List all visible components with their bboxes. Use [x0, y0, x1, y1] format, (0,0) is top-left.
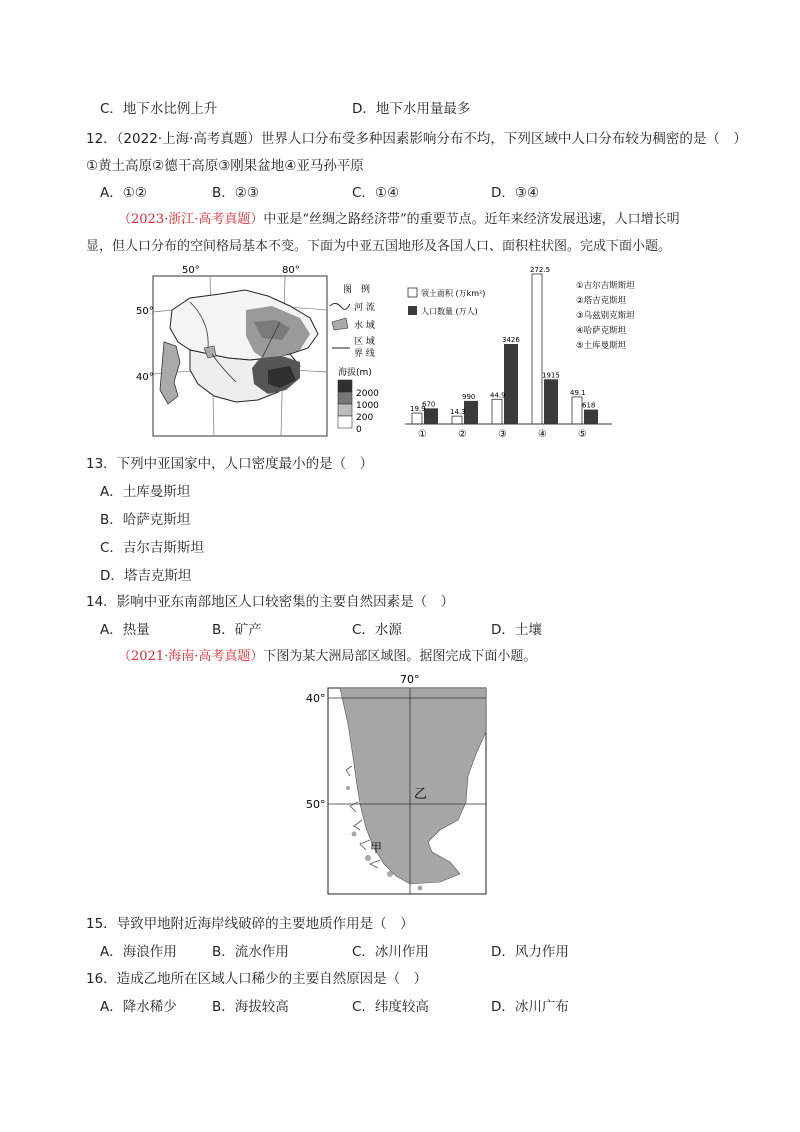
intro-2021: （2021·海南·高考真题）下图为某大洲局部区域图。据图完成下面小题。	[118, 649, 537, 664]
key-1: ①吉尔吉斯斯坦	[576, 281, 635, 291]
key-2: ②塔吉克斯坦	[576, 296, 627, 306]
lat-label-50: 50°	[136, 306, 154, 317]
q14-option-d: D．土壤	[491, 622, 542, 638]
legend-pop-swatch	[408, 306, 417, 315]
legend-boundary-2: 界 线	[354, 349, 375, 359]
q12-stem: 12．（2022·上海·高考真题）世界人口分布受多种因素影响分布不均，下列区域中人口分布较为稠密的是（ ）	[86, 131, 747, 147]
q15-option-d: D．风力作用	[491, 944, 569, 960]
q15-option-b: B．流水作用	[212, 944, 289, 960]
legend-pop: 人口数量 (万人)	[421, 307, 478, 316]
elev-tick-1000: 1000	[356, 401, 379, 411]
q13-option-c: C．吉尔吉斯斯坦	[100, 540, 204, 556]
q13-option-d: D．塔吉克斯坦	[100, 568, 192, 584]
q14-stem: 14．影响中亚东南部地区人口较密集的主要自然因素是（ ）	[86, 594, 455, 610]
place-jia: 甲	[370, 841, 383, 855]
intro-2023-line2: 显，但人口分布的空间格局基本不变。下面为中亚五国地形及各国人口、面积柱状图。完成下面小题。	[86, 239, 672, 254]
legend-boundary: 区 域	[354, 337, 375, 347]
q14-option-c: C．水源	[352, 622, 402, 638]
q12-items: ①黄土高原②德干高原③刚果盆地④亚马孙平原	[86, 158, 364, 174]
q16-stem: 16．造成乙地所在区域人口稀少的主要自然原因是（ ）	[86, 971, 428, 987]
bar-area-2	[452, 416, 462, 424]
q14-option-a: A．热量	[100, 622, 150, 638]
sa-lat-40: 40°	[306, 692, 326, 705]
q11-option-d: D．地下水用量最多	[352, 101, 471, 117]
q12-option-b: B．②③	[212, 185, 259, 201]
bar-area-4	[532, 274, 542, 424]
label-pop-2: 990	[462, 392, 476, 401]
bar-population-2	[464, 401, 478, 424]
elev-tick-200: 200	[356, 413, 374, 423]
q11-option-c: C．地下水比例上升	[100, 101, 218, 117]
category-label-5: ⑤	[578, 429, 587, 440]
bar-population-4	[544, 379, 558, 424]
q16-option-b: B．海拔较高	[212, 999, 289, 1015]
q12-option-c: C．①④	[352, 185, 400, 201]
lon-label-50: 50°	[182, 265, 200, 276]
elev-tick-2000: 2000	[356, 389, 379, 399]
intro-2023-line1: （2023·浙江·高考真题）中亚是“丝绸之路经济带”的重要节点。近年来经济发展迅速，人口增长明	[118, 212, 680, 227]
lat-label-40: 40°	[136, 372, 154, 383]
central-asia-map	[136, 262, 400, 442]
q15-stem: 15．导致甲地附近海岸线破碎的主要地质作用是（ ）	[86, 916, 414, 932]
label-pop-5: 618	[582, 401, 596, 410]
key-4: ④哈萨克斯坦	[576, 326, 627, 336]
lon-label-80: 80°	[282, 265, 300, 276]
sa-lon-70: 70°	[400, 673, 420, 686]
legend-area-swatch	[408, 288, 417, 297]
label-area-4: 272.5	[530, 266, 551, 274]
legend-area: 领土面积 (万km²)	[421, 289, 486, 298]
q14-option-b: B．矿产	[212, 622, 262, 638]
label-area-1: 19.9	[410, 405, 426, 414]
q12-option-d: D．③④	[491, 185, 540, 201]
bar-area-1	[412, 413, 422, 424]
category-label-3: ③	[498, 429, 507, 440]
q16-option-d: D．冰川广布	[491, 999, 569, 1015]
label-pop-1: 670	[422, 400, 436, 409]
category-label-2: ②	[458, 429, 467, 440]
bar-population-5	[584, 410, 598, 424]
q16-option-a: A．降水稀少	[100, 999, 177, 1015]
bar-area-5	[572, 397, 582, 424]
elev-tick-0: 0	[356, 425, 362, 435]
bar-population-1	[424, 408, 438, 424]
q13-option-a: A．土库曼斯坦	[100, 484, 191, 500]
intro-2023-source: （2023·浙江·高考真题）	[118, 212, 264, 227]
label-area-3: 44.9	[490, 391, 506, 400]
label-pop-3: 3426	[502, 336, 520, 344]
label-area-5: 49.1	[570, 388, 586, 397]
population-area-chart	[400, 266, 650, 442]
bar-population-3	[504, 344, 518, 424]
key-5: ⑤土库曼斯坦	[576, 341, 627, 351]
intro-2021-source: （2021·海南·高考真题）	[118, 649, 264, 664]
category-label-1: ①	[418, 429, 427, 440]
category-label-4: ④	[538, 429, 547, 440]
q13-option-b: B．哈萨克斯坦	[100, 512, 191, 528]
legend-river: 河 流	[354, 303, 375, 313]
q16-option-c: C．纬度较高	[352, 999, 429, 1015]
q15-option-a: A．海浪作用	[100, 944, 177, 960]
legend-title: 图 例	[343, 285, 371, 295]
label-pop-4: 1915	[542, 371, 560, 380]
bar-area-3	[492, 399, 502, 424]
key-3: ③乌兹别克斯坦	[576, 311, 635, 321]
q15-option-c: C．冰川作用	[352, 944, 429, 960]
place-yi: 乙	[414, 787, 428, 802]
elev-title: 海拔(m)	[338, 368, 372, 378]
q13-stem: 13．下列中亚国家中，人口密度最小的是（ ）	[86, 456, 374, 472]
sa-lat-50: 50°	[306, 798, 326, 811]
legend-water: 水 域	[354, 321, 375, 331]
q12-option-a: A．①②	[100, 185, 147, 201]
label-area-2: 14.3	[450, 408, 466, 417]
south-america-map	[300, 670, 500, 898]
